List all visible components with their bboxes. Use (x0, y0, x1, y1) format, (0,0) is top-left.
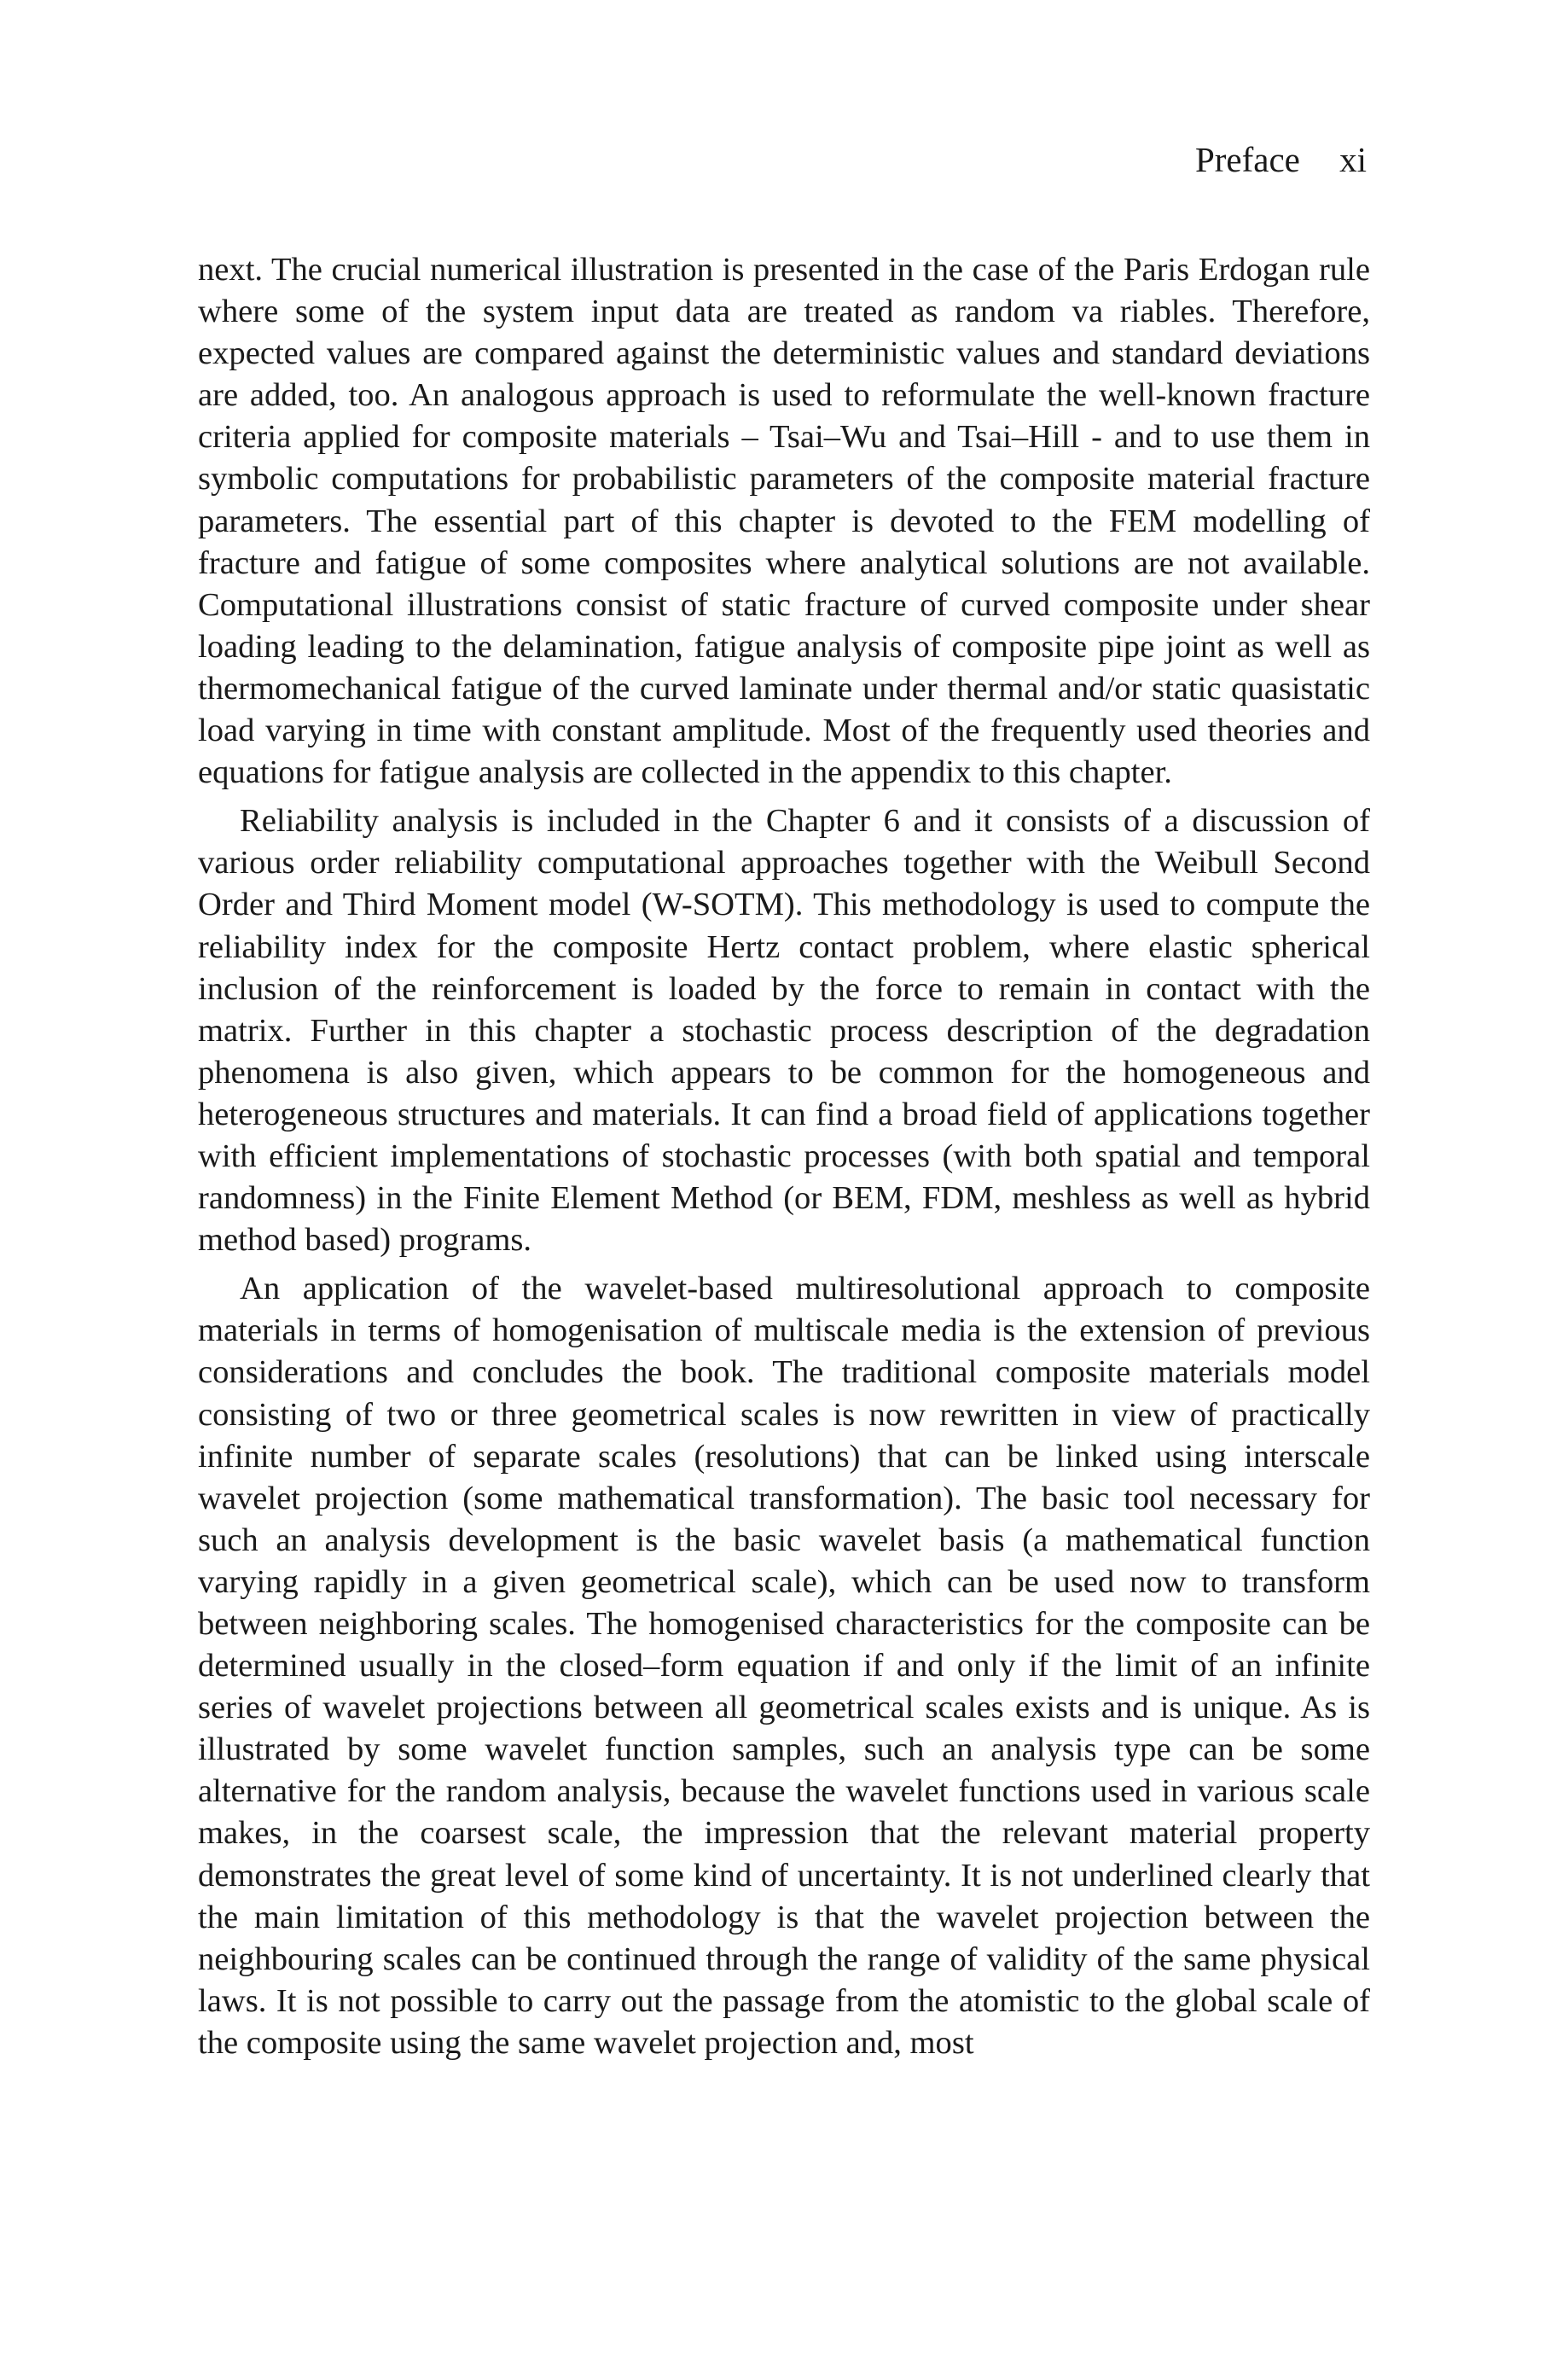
paragraph-wavelet-approach: An application of the wavelet-based multiresolutional approach to composite materials in terms of homogenisation of multiscale media is the extension of previous considerations and concludes the book. The traditional composite materials model consisting of two or three geometrical scales is now rewritten in view of practically infinite number of separate scales (resolutions) that can be linked using interscale wavelet projection (some mathematical transformation). The basic tool necessary for such an analysis development is the basic wavelet basis (a mathematical function varying rapidly in a given geometrical scale), which can be used now to transform between neighboring scales. The homogenised characteristics for the composite can be determined usually in the closed–form equation if and only if the limit of an infinite series of wavelet projections between all geometrical scales exists and is unique. As is illustrated by some wavelet function samples, such an analysis type can be some alternative for the random analysis, because the wavelet functions used in various scale makes, in the coarsest scale, the impression that the relevant material property demonstrates the great level of some kind of uncertainty. It is not underlined clearly that the main limitation of this methodology is that the wavelet projection between the neighbouring scales can be continued through the range of validity of the same physical laws. It is not possible to carry out the passage from the atomistic to the global scale of the composite using the same wavelet projection and, most (198, 1271, 1370, 2061)
body-text (198, 249, 1370, 2064)
running-head (1195, 138, 1367, 181)
page-number: xi (1339, 140, 1367, 179)
paragraph-reliability-analysis: Reliability analysis is included in the Chapter 6 and it consists of a discussion of various order reliability computational approaches together with the Weibull Second Order and Third Moment model (W-SOTM). This methodology is used to compute the reliability index for the composite Hertz contact problem, where elastic spherical inclusion of the reinforcement is loaded by the force to remain in contact with the matrix. Further in this chapter a stochastic process description of the degradation phenomena is also given, which appears to be common for the homogeneous and heterogeneous structures and materials. It can find a broad field of applications together with efficient implementations of stochastic processes (with both spatial and temporal randomness) in the Finite Element Method (or BEM, FDM, meshless as well as hybrid method based) programs. (198, 803, 1370, 1259)
paragraph-continued: next. The crucial numerical illustration is presented in the case of the Paris Erdogan rule where some of the system input data are treated as random va riables. Therefore, expected values are compared against the deterministic values and standard deviations are added, too. An analogous approach is used to reformulate the well-known fracture criteria applied for composite materials – Tsai–Wu and Tsai–Hill - and to use them in symbolic computations for probabilistic parameters of the composite material fracture parameters. The essential part of this chapter is devoted to the FEM modelling of fracture and fatigue of some composites where analytical solutions are not available. Computational illustrations consist of static fracture of curved composite under shear loading leading to the delamination, fatigue analysis of composite pipe joint as well as thermomechanical fatigue of the curved laminate under thermal and/or static quasistatic load varying in time with constant amplitude. Most of the frequently used theories and equations for fatigue analysis are collected in the appendix to this chapter. (198, 252, 1370, 791)
running-head-title: Preface (1194, 140, 1300, 179)
